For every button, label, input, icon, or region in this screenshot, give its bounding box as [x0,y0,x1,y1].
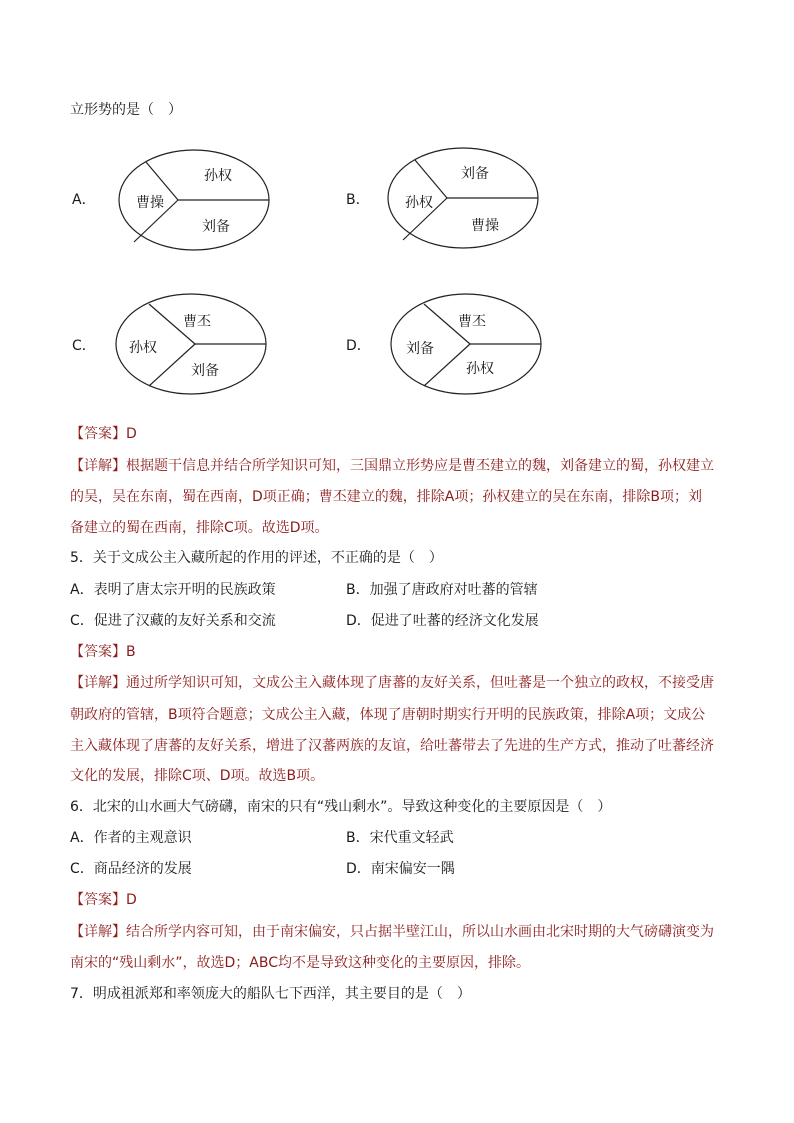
q4-option-d-diagram [390,292,545,397]
q7-stem: 7．明成祖派郑和率领庞大的船队七下西洋，其主要目的是（ ） [70,986,471,1002]
answer-tag: 【答案】 [70,644,126,660]
q4-stem: 立形势的是（ ） [70,102,182,118]
detail-tag: 【详解】 [70,675,126,691]
detail-text: 通过所学知识可知，文成公主入藏体现了唐蕃的友好关系，但吐蕃是一个独立的政权，不接受唐 [126,675,714,691]
diagram-label: 曹操 [471,218,499,234]
diagram-label: 刘备 [202,219,230,235]
q4-answer [70,424,137,444]
q4-option-a-letter: A． [72,192,96,208]
detail-tag: 【详解】 [70,924,126,940]
q4-detail-line [70,456,714,476]
q6-option-d: D．南宋偏安一隅 [346,861,455,877]
q4-detail-line: 备建立的蜀在西南，排除C项。故选D项。 [70,520,329,536]
diagram-label: 曹操 [136,195,164,211]
q6-option-c: C．商品经济的发展 [70,861,192,877]
diagram-label: 孙权 [204,168,232,184]
diagram-label: 曹丕 [183,314,211,330]
q4-detail-line: 的吴，吴在东南，蜀在西南，D项正确；曹丕建立的魏，排除A项；孙权建立的吴在东南，排除B项；刘 [70,489,702,505]
q4-option-d-letter: D． [346,338,371,354]
detail-text: 根据题干信息并结合所学知识可知，三国鼎立形势应是曹丕建立的魏，刘备建立的蜀，孙权建立 [126,458,714,474]
diagram-divider [415,160,447,198]
q5-detail-line: 朝政府的管辖，B项符合题意；文成公主入藏，体现了唐朝时期实行开明的民族政策，排除A项；文成公 [70,707,706,723]
q6-detail-line: 南宋的“残山剩水”，故选D；ABC均不是导致这种变化的主要原因，排除。 [70,955,530,971]
q4-option-a-diagram [118,148,273,253]
diagram-label: 孙权 [129,340,157,356]
answer-value: B [126,644,136,660]
q5-stem: 5．关于文成公主入藏所起的作用的评述，不正确的是（ ） [70,550,443,566]
q5-detail-line: 主入藏体现了唐蕃的友好关系，增进了汉蕃两族的友谊，给吐蕃带去了先进的生产方式，推动了吐蕃经济 [70,738,714,754]
q6-option-a: A．作者的主观意识 [70,830,192,846]
q5-option-d: D．促进了吐蕃的经济文化发展 [346,613,539,629]
detail-tag: 【详解】 [70,458,126,474]
diagram-label: 孙权 [466,361,494,377]
answer-tag: 【答案】 [70,426,126,442]
q5-answer [70,642,136,662]
diagram-label: 曹丕 [458,314,486,330]
q4-option-c-letter: C． [72,338,96,354]
q6-detail-line [70,922,714,942]
q4-option-b-letter: B． [346,192,370,208]
diagram-label: 孙权 [405,195,433,211]
answer-tag: 【答案】 [70,892,126,908]
detail-text: 结合所学内容可知，由于南宋偏安，只占据半壁江山，所以山水画由北宋时期的大气磅礴演变为 [126,924,714,940]
q5-option-c: C．促进了汉藏的友好关系和交流 [70,613,276,629]
answer-value: D [126,426,137,442]
q5-detail-line: 文化的发展，排除C项、D项。故选B项。 [70,768,325,784]
q6-stem: 6．北宋的山水画大气磅礴，南宋的只有“残山剩水”。导致这种变化的主要原因是（ ） [70,799,612,815]
diagram-label: 刘备 [191,363,219,379]
q5-option-b: B．加强了唐政府对吐蕃的管辖 [346,582,538,598]
q4-option-c-diagram [115,292,270,397]
q6-answer [70,890,137,910]
q5-option-a: A．表明了唐太宗开明的民族政策 [70,582,276,598]
q4-option-b-diagram [387,146,542,251]
q5-detail-line [70,673,714,693]
diagram-label: 刘备 [461,166,489,182]
diagram-label: 刘备 [406,341,434,357]
answer-value: D [126,892,137,908]
q6-option-b: B．宋代重文轻武 [346,830,454,846]
